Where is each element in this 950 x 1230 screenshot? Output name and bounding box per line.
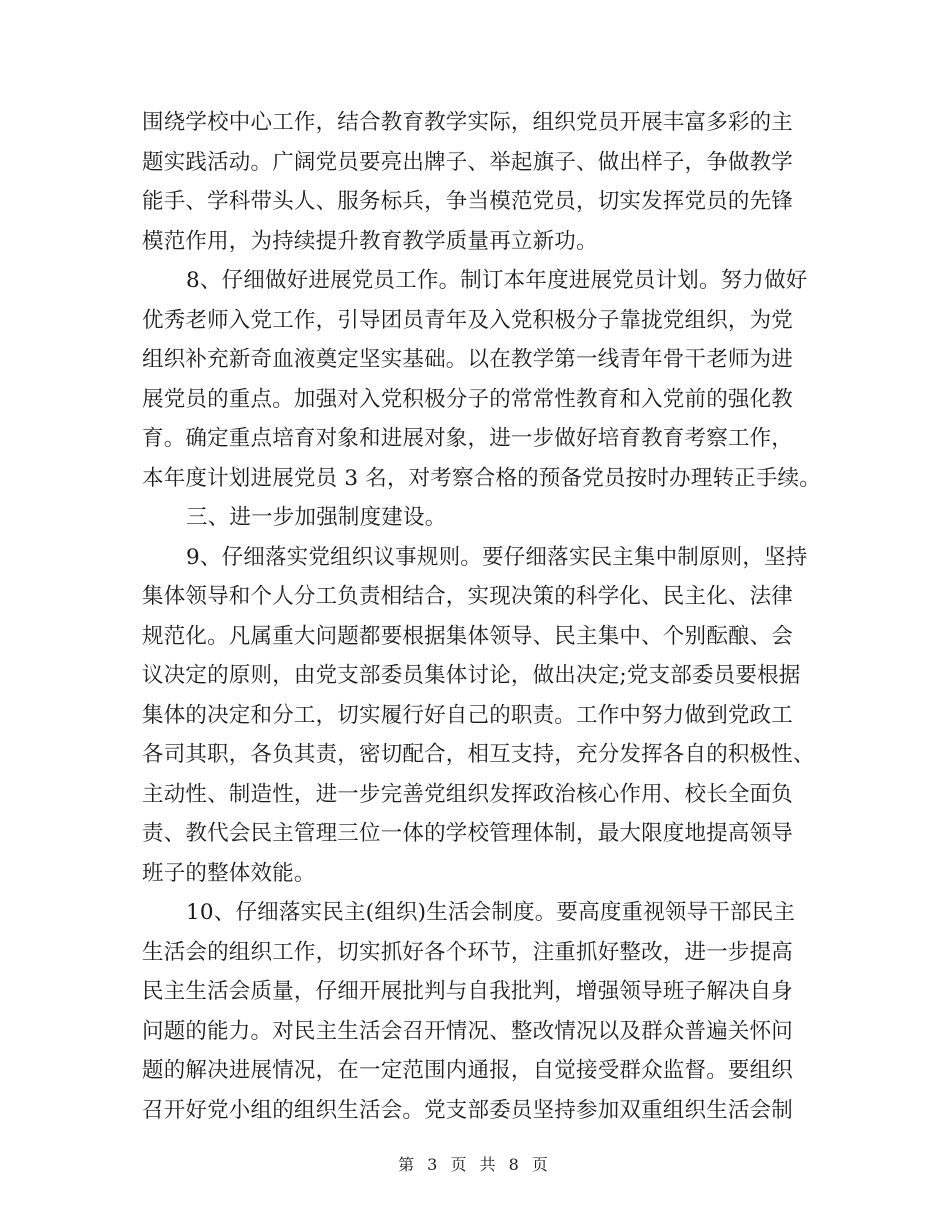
document-body	[142, 103, 821, 1130]
text-line: 生活会的组织工作，切实抓好各个环节，注重抓好整改，进一步提高	[142, 939, 794, 965]
section-heading: 三、进一步加强制度建设。	[186, 505, 447, 530]
text-line: 各司其职，各负其责，密切配合，相互支持，充分发挥各自的积极性、	[142, 742, 815, 767]
text-line: 展党员的重点。加强对入党积极分子的常常性教育和入党前的强化教	[142, 386, 794, 412]
text-line: 题实践活动。广阔党员要亮出牌子、举起旗子、做出样子，争做教学	[142, 149, 794, 175]
text-line: 本年度计划进展党员 3 名，对考察合格的预备党员按时办理转正手续。	[142, 465, 821, 491]
text-line: 召开好党小组的组织生活会。党支部委员坚持参加双重组织生活会制	[142, 1097, 794, 1123]
text-line: 组织补充新奇血液奠定坚实基础。以在教学第一线青年骨干老师为进	[142, 347, 794, 372]
text-line: 能手、学科带头人、服务标兵，争当模范党员，切实发挥党员的先锋	[142, 189, 794, 214]
paragraph-start-line: 9、仔细落实党组织议事规则。要仔细落实民主集中制原则，坚持	[186, 544, 808, 570]
text-line: 育。确定重点培育对象和进展对象，进一步做好培育教育考察工作，	[142, 426, 794, 451]
text-line: 优秀老师入党工作，引导团员青年及入党积极分子靠拢党组织，为党	[142, 307, 794, 333]
text-line: 问题的能力。对民主生活会召开情况、整改情况以及群众普遍关怀问	[142, 1018, 794, 1044]
paragraph-start-line: 10、仔细落实民主(组织)生活会制度。要高度重视领导干部民主	[186, 900, 796, 925]
text-line: 民主生活会质量，仔细开展批判与自我批判，增强领导班子解决自身	[142, 979, 794, 1004]
text-line: 规范化。凡属重大问题都要根据集体领导、民主集中、个别酝酿、会	[142, 623, 794, 649]
text-line: 模范作用，为持续提升教育教学质量再立新功。	[142, 228, 598, 254]
text-line: 班子的整体效能。	[142, 860, 316, 886]
page-number-footer: 第 3 页 共 8 页	[398, 1155, 552, 1174]
text-line: 题的解决进展情况，在一定范围内通报，自觉接受群众监督。要组织	[142, 1058, 794, 1083]
text-line: 责、教代会民主管理三位一体的学校管理体制，最大限度地提高领导	[142, 821, 794, 846]
text-line: 集体领导和个人分工负责相结合，实现决策的科学化、民主化、法律	[142, 584, 794, 609]
text-line: 议决定的原则，由党支部委员集体讨论，做出决定;党支部委员要根据	[142, 663, 801, 688]
text-line: 围绕学校中心工作，结合教育教学实际，组织党员开展丰富多彩的主	[142, 110, 794, 135]
text-line: 集体的决定和分工，切实履行好自己的职责。工作中努力做到党政工	[142, 702, 794, 728]
paragraph-start-line: 8、仔细做好进展党员工作。制订本年度进展党员计划。努力做好	[186, 268, 808, 293]
text-line: 主动性、制造性，进一步完善党组织发挥政治核心作用、校长全面负	[142, 781, 794, 807]
